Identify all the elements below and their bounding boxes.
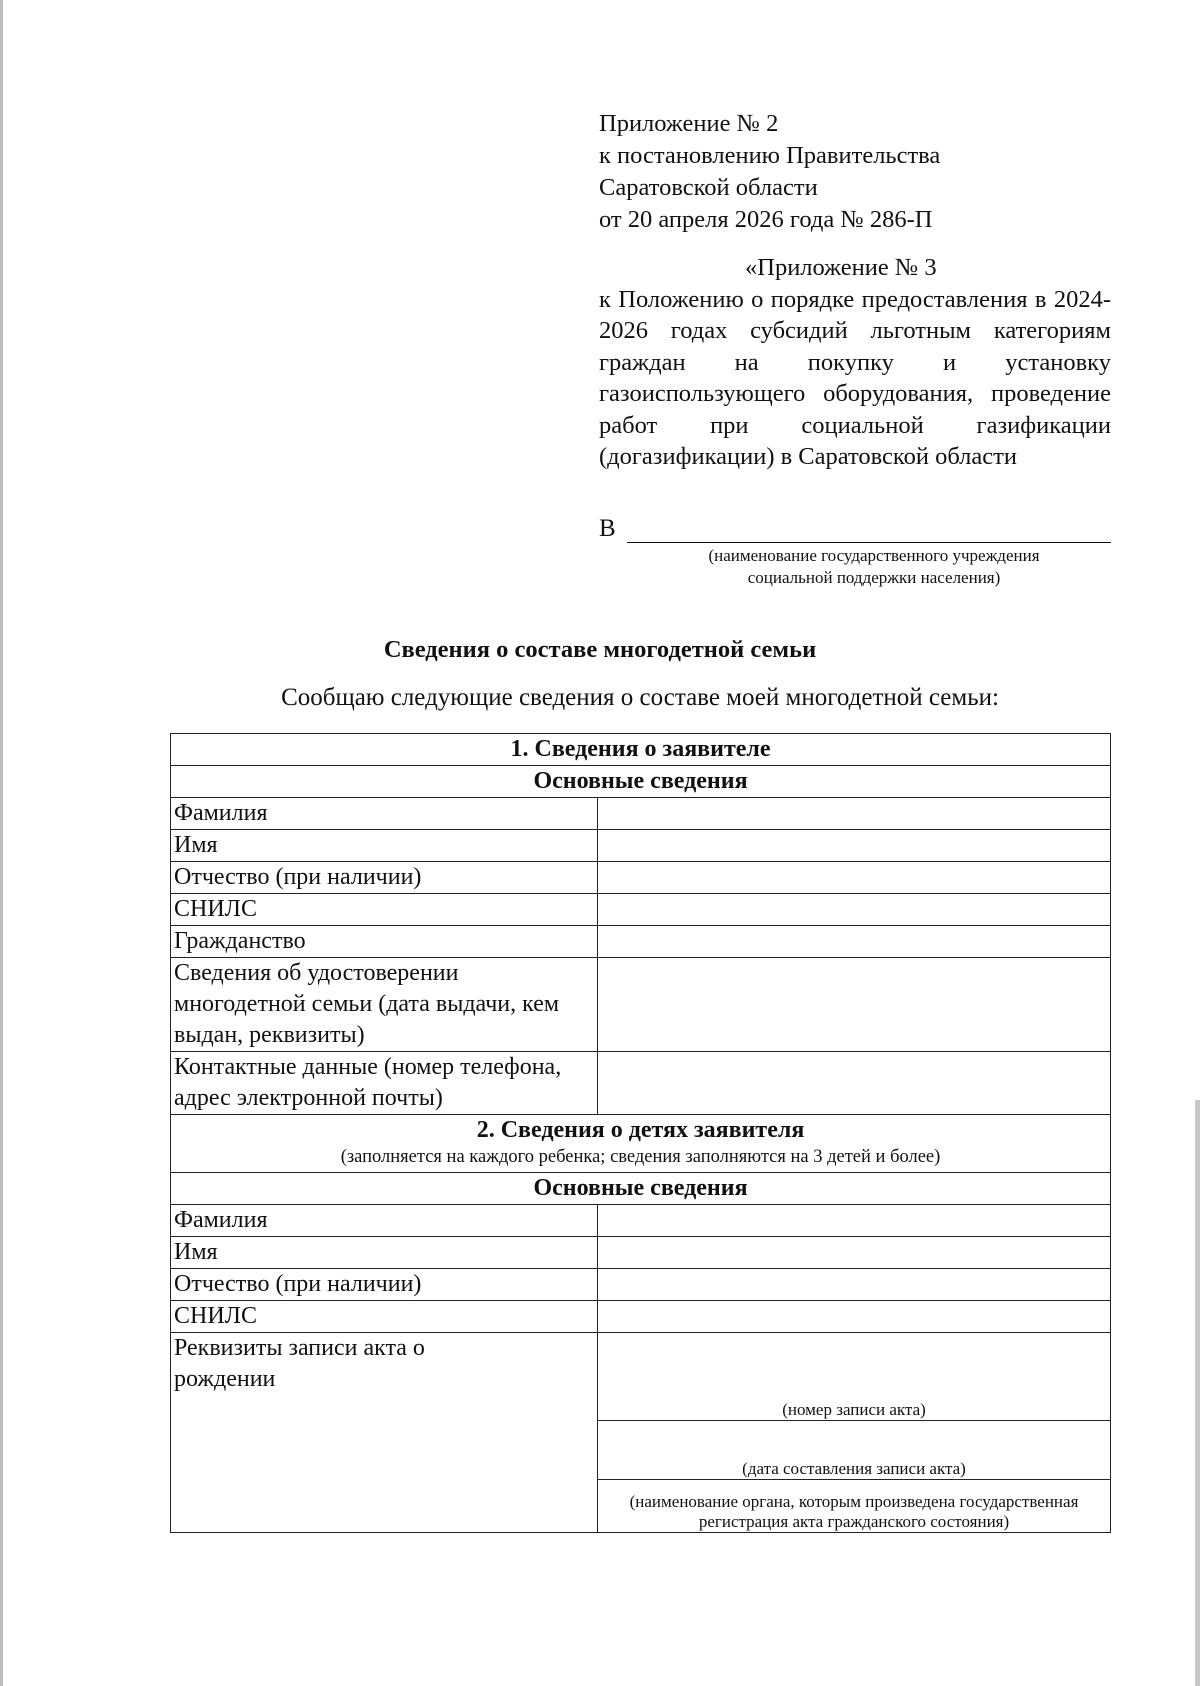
document-intro: Сообщаю следующие сведения о составе моей многодетной семьи: xyxy=(281,684,999,711)
amended-appendix-body: к Положению о порядке предоставления в 2024-2026 годах субсидий льготным категориям граждан на покупку и установку газоиспользующего оборудования, проведение работ при социальной газификации (догазификации) в Саратовской области xyxy=(599,285,1111,470)
applicant-certificate-field[interactable] xyxy=(598,958,1111,1052)
amended-appendix xyxy=(599,252,1111,473)
applicant-citizenship-field[interactable] xyxy=(598,926,1111,958)
birth-record-date-field[interactable] xyxy=(598,1421,1111,1480)
applicant-name-field[interactable] xyxy=(598,830,1111,862)
field-label: Имя xyxy=(171,1237,598,1269)
table-row xyxy=(171,1333,1111,1421)
appendix-line: от 20 апреля 2026 года № 286-П xyxy=(599,206,933,233)
child-snils-field[interactable] xyxy=(598,1301,1111,1333)
birth-record-number-hint: (номер записи акта) xyxy=(782,1400,926,1419)
section2-header xyxy=(171,1115,1111,1173)
table-row xyxy=(171,862,1111,894)
table-row xyxy=(171,926,1111,958)
birth-record-label: Реквизиты записи акта о рождении xyxy=(171,1333,598,1533)
section2-subtitle: Основные сведения xyxy=(171,1173,1111,1205)
field-label: Имя xyxy=(171,830,598,862)
table-row xyxy=(171,1052,1111,1115)
applicant-snils-field[interactable] xyxy=(598,894,1111,926)
table-row xyxy=(171,1269,1111,1301)
birth-record-authority-hint: (наименование органа, которым произведена государственная регистрация акта гражданского состояния) xyxy=(629,1492,1079,1531)
child-surname-field[interactable] xyxy=(598,1205,1111,1237)
amended-appendix-title: «Приложение № 3 xyxy=(745,254,937,281)
field-label: Фамилия xyxy=(171,1205,598,1237)
birth-record-authority-field[interactable] xyxy=(598,1480,1111,1533)
appendix-line: Саратовской области xyxy=(599,174,818,201)
table-row xyxy=(171,830,1111,862)
recipient-field[interactable] xyxy=(627,514,1111,543)
section2-note: (заполняется на каждого ребенка; сведения заполняются на 3 детей и более) xyxy=(340,1147,941,1167)
child-patronymic-field[interactable] xyxy=(598,1269,1111,1301)
field-label: Контактные данные (номер телефона, адрес электронной почты) xyxy=(171,1052,598,1115)
appendix-header xyxy=(599,108,1119,236)
field-label: Фамилия xyxy=(171,798,598,830)
section1-subtitle: Основные сведения xyxy=(171,766,1111,798)
recipient-hint: (наименование государственного учреждения социальной поддержки населения) xyxy=(708,546,1040,587)
field-label: Гражданство xyxy=(171,926,598,958)
birth-record-date-hint: (дата составления записи акта) xyxy=(742,1459,966,1478)
field-label: Отчество (при наличии) xyxy=(171,1269,598,1301)
table-row xyxy=(171,798,1111,830)
applicant-patronymic-field[interactable] xyxy=(598,862,1111,894)
table-row xyxy=(171,1237,1111,1269)
field-label: СНИЛС xyxy=(171,894,598,926)
recipient-block xyxy=(599,514,1111,589)
section2-title: 2. Сведения о детях заявителя xyxy=(476,1117,805,1143)
field-label: СНИЛС xyxy=(171,1301,598,1333)
scan-edge xyxy=(0,0,3,1686)
table-row xyxy=(171,894,1111,926)
table-row xyxy=(171,1301,1111,1333)
birth-record-number-field[interactable] xyxy=(598,1333,1111,1421)
applicant-surname-field[interactable] xyxy=(598,798,1111,830)
field-label: Отчество (при наличии) xyxy=(171,862,598,894)
table-row xyxy=(171,958,1111,1052)
appendix-line: Приложение № 2 xyxy=(599,110,779,137)
scan-edge xyxy=(1195,1100,1200,1686)
document-title: Сведения о составе многодетной семьи xyxy=(383,636,817,663)
applicant-contacts-field[interactable] xyxy=(598,1052,1111,1115)
recipient-prefix: В xyxy=(599,515,616,542)
table-row xyxy=(171,1205,1111,1237)
family-composition-table xyxy=(170,733,1111,1533)
child-name-field[interactable] xyxy=(598,1237,1111,1269)
appendix-line: к постановлению Правительства xyxy=(599,142,941,169)
section1-title: 1. Сведения о заявителе xyxy=(171,734,1111,766)
field-label: Сведения об удостоверении многодетной семьи (дата выдачи, кем выдан, реквизиты) xyxy=(171,958,598,1052)
